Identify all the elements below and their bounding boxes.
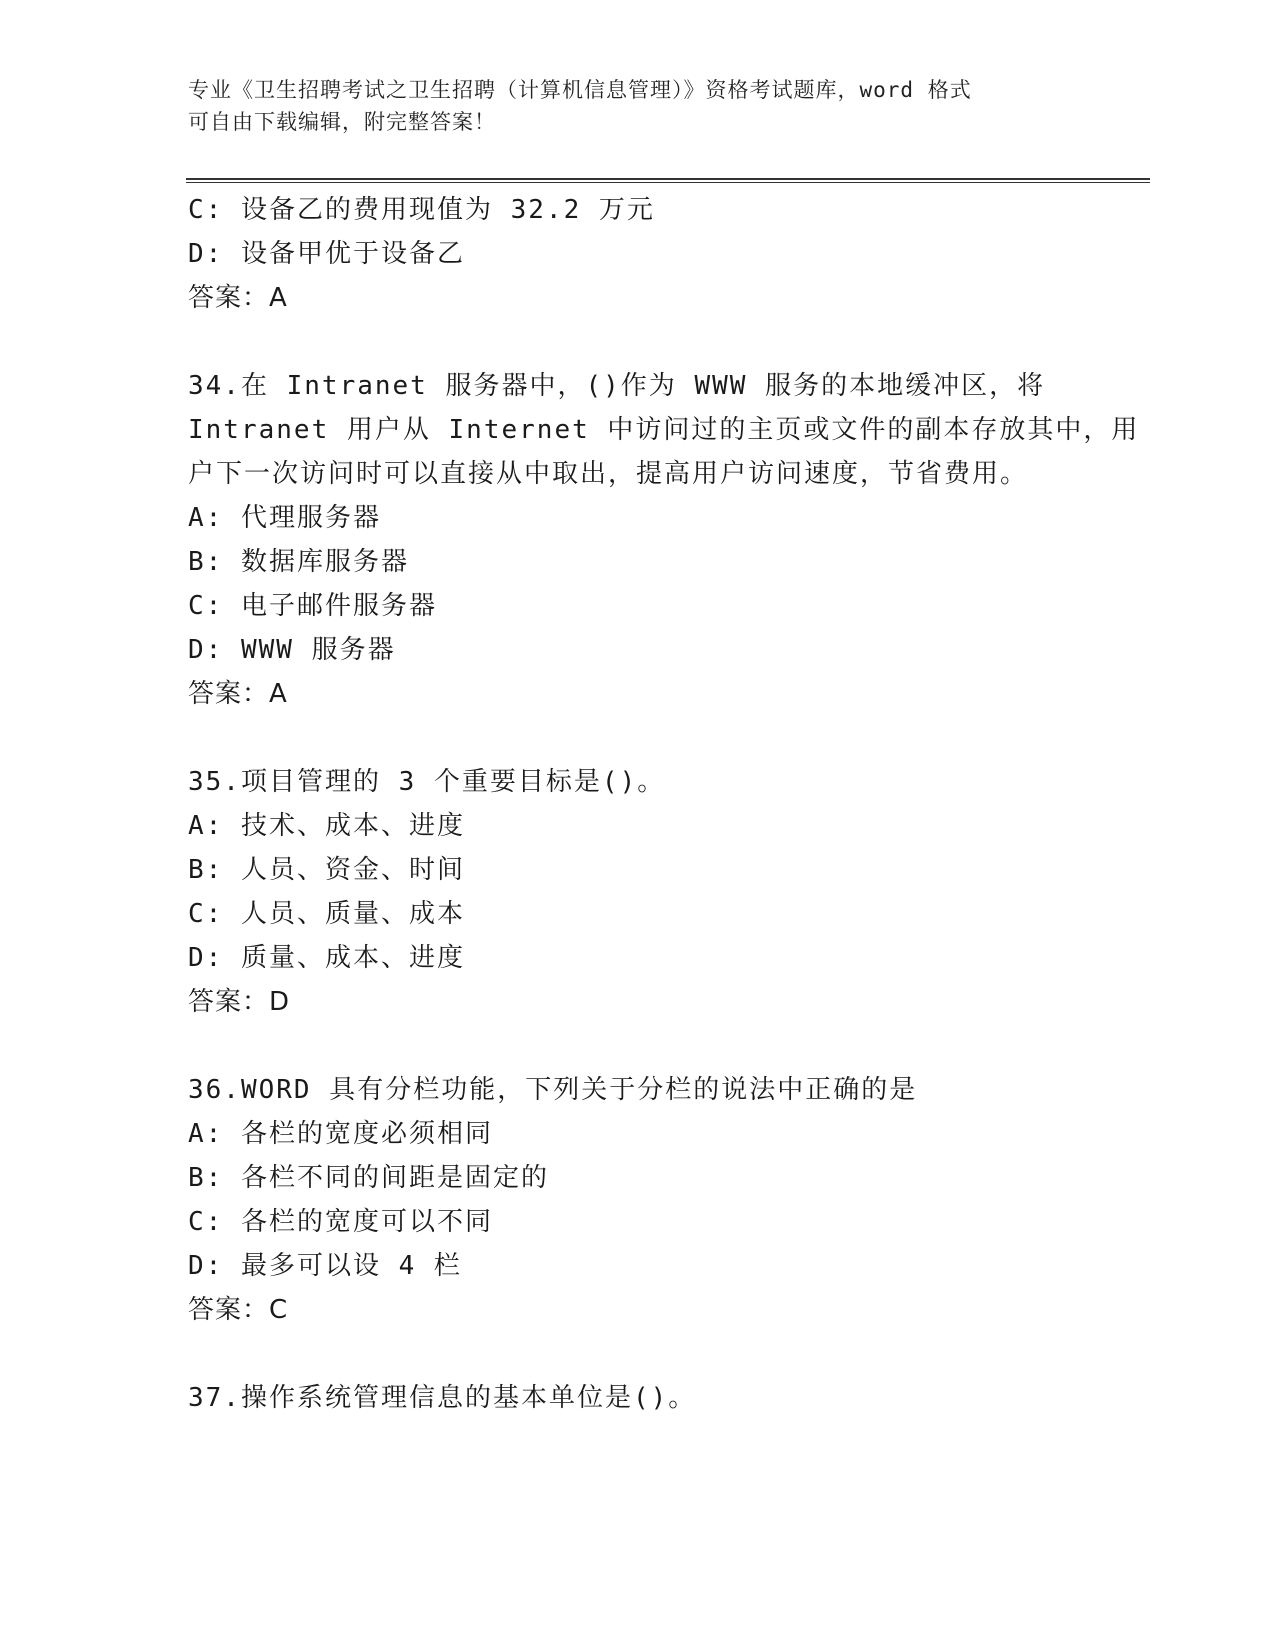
- q34-option-b: B: 数据库服务器: [188, 547, 409, 577]
- q34-option-a: A: 代理服务器: [188, 503, 381, 533]
- q34-stem-line-1: 34.在 Intranet 服务器中，()作为 WWW 服务的本地缓冲区，将: [188, 371, 1046, 401]
- prev-option-d: D: 设备甲优于设备乙: [188, 239, 465, 269]
- header-title-line-2: 可自由下载编辑，附完整答案！: [188, 110, 496, 134]
- q34-option-c: C: 电子邮件服务器: [188, 591, 437, 621]
- q35-stem: 35.项目管理的 3 个重要目标是()。: [188, 767, 666, 797]
- q37-stem: 37.操作系统管理信息的基本单位是()。: [188, 1383, 697, 1413]
- q36-option-a: A: 各栏的宽度必须相同: [188, 1119, 493, 1149]
- q36-answer: 答案：C: [188, 1295, 289, 1325]
- prev-option-c: C: 设备乙的费用现值为 32.2 万元: [188, 195, 655, 225]
- prev-answer: 答案：A: [188, 283, 288, 313]
- q34-answer: 答案：A: [188, 679, 288, 709]
- q34-stem-line-2: Intranet 用户从 Internet 中访问过的主页或文件的副本存放其中，用: [188, 415, 1140, 445]
- q36-option-d: D: 最多可以设 4 栏: [188, 1251, 462, 1281]
- document-header: [188, 74, 1088, 138]
- q35-answer: 答案：D: [188, 987, 291, 1017]
- q35-option-a: A: 技术、成本、进度: [188, 811, 465, 841]
- q34-option-d: D: WWW 服务器: [188, 635, 396, 665]
- q35-option-c: C: 人员、质量、成本: [188, 899, 465, 929]
- header-title-line-1: 专业《卫生招聘考试之卫生招聘（计算机信息管理）》资格考试题库，word 格式: [188, 78, 972, 102]
- q34-stem-line-3: 户下一次访问时可以直接从中取出，提高用户访问速度，节省费用。: [188, 459, 1029, 489]
- q36-option-b: B: 各栏不同的间距是固定的: [188, 1163, 549, 1193]
- q35-option-d: D: 质量、成本、进度: [188, 943, 465, 973]
- q35-option-b: B: 人员、资金、时间: [188, 855, 465, 885]
- q36-stem: 36.WORD 具有分栏功能，下列关于分栏的说法中正确的是: [188, 1075, 918, 1105]
- q36-option-c: C: 各栏的宽度可以不同: [188, 1207, 493, 1237]
- header-divider: [186, 178, 1150, 183]
